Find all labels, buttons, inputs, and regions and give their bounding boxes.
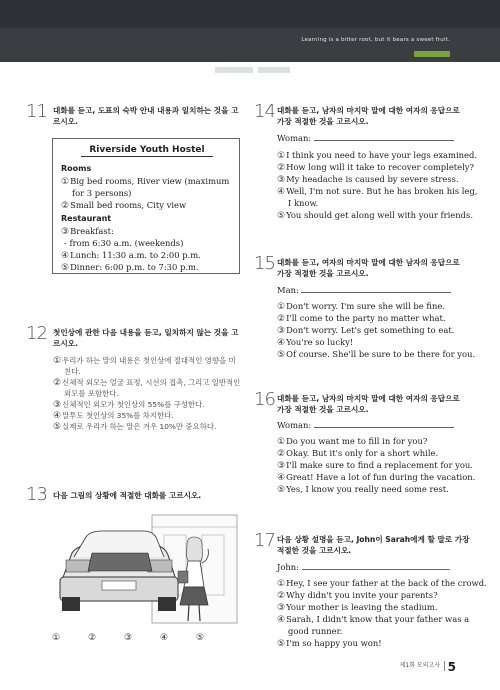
option-marker: ③ bbox=[61, 227, 70, 237]
question-prompt: 다음 그림의 상황에 적절한 대화를 고르시오. bbox=[53, 491, 202, 500]
option-marker: ③ bbox=[53, 400, 62, 410]
option-marker: ② bbox=[277, 449, 286, 459]
faint-mark bbox=[258, 67, 290, 73]
option-marker: ② bbox=[277, 314, 286, 324]
speaker-line: John: bbox=[277, 561, 450, 573]
option-marker: ① bbox=[277, 437, 286, 447]
option-marker: ④ bbox=[277, 338, 286, 348]
option-list: ①Don't worry. I'm sure she will be fine. ②I'll come to the party no matter what. ③Don't worry. Let's get something to eat. ④You're so lucky! ⑤Of course. She'll be sure to be there for you. bbox=[277, 301, 476, 360]
question-number: 16 bbox=[254, 389, 275, 410]
header-tagline: Learning is a bitter root, but it bears a sweet fruit. bbox=[301, 37, 450, 43]
option-marker: ⑤ bbox=[277, 211, 286, 221]
footer-divider bbox=[444, 661, 445, 671]
page-number: 5 bbox=[447, 660, 456, 674]
speaker-line: Woman: bbox=[277, 419, 454, 431]
title-underline bbox=[81, 156, 213, 157]
speaker-line: Man: bbox=[277, 284, 451, 296]
option-marker: ④ bbox=[277, 187, 286, 197]
option-marker: ② bbox=[53, 378, 62, 388]
question-number: 14 bbox=[254, 101, 275, 122]
option-marker: ④ bbox=[61, 251, 70, 261]
option-marker: ① bbox=[52, 633, 61, 643]
option-marker: ④ bbox=[277, 473, 286, 483]
car-woman-illustration bbox=[52, 505, 242, 625]
question-number: 13 bbox=[26, 484, 47, 505]
option-marker: ③ bbox=[277, 603, 286, 613]
option-marker: ④ bbox=[160, 633, 169, 643]
question-number: 11 bbox=[26, 101, 47, 122]
question-prompt: 첫인상에 관한 다음 내용을 듣고, 일치하지 않는 것을 고 르시오. bbox=[53, 328, 239, 348]
question-number: 15 bbox=[254, 253, 275, 274]
option-marker: ④ bbox=[53, 411, 62, 421]
option-marker: ② bbox=[61, 201, 70, 211]
option-marker: ⑤ bbox=[53, 422, 62, 432]
question-prompt: 대화를 듣고, 남자의 마지막 말에 대한 여자의 응답으로 가장 적절한 것을 고르시오. bbox=[277, 394, 460, 414]
option-marker: ② bbox=[88, 633, 97, 643]
hostel-info-box bbox=[52, 138, 240, 274]
option-marker: ③ bbox=[277, 175, 286, 185]
option-list: ①Hey, I see your father at the back of the crowd. ②Why didn't you invite your parents? ③Your mother is leaving the stadium. ④Sarah, I didn't know that your father was a good runner. ⑤I'm so happy you won! bbox=[277, 578, 487, 649]
faint-mark bbox=[215, 67, 253, 73]
option-marker: ③ bbox=[277, 326, 286, 336]
option-marker: ① bbox=[277, 579, 286, 589]
option-marker: ⑤ bbox=[277, 485, 286, 495]
question-prompt: 다음 상황 설명을 듣고, John이 Sarah에게 할 말로 가장 적절한 것을 고르시오. bbox=[277, 535, 470, 555]
option-list: ①우리가 하는 말의 내용은 첫인상에 절대적인 영향을 미 친다. ②신체적 외모는 얼굴 표정, 시선의 접촉, 그리고 일반적인 외모를 포함한다. ③신체적인 외모가 첫인상의 55%를 구성한다. ④말투도 첫인상의 35%를 차지한다. ⑤실제로 우리가 하는 말은 겨우 10%만 중요하다. bbox=[53, 356, 241, 432]
option-marker: ③ bbox=[277, 461, 286, 471]
question-prompt: 대화를 듣고, 남자의 마지막 말에 대한 여자의 응답으로 가장 적절한 것을 고르시오. bbox=[277, 106, 460, 126]
option-marker: ⑤ bbox=[277, 639, 286, 649]
hostel-details: Rooms ①Big bed rooms, River view (maximum for 3 persons) ②Small bed rooms, City view Restaurant ③Breakfast: - from 6:30 a.m. (weekends) ④Lunch: 11:30 a.m. to 2:00 p.m. ⑤Dinner: 6:00 p.m. to 7:30 p.m. bbox=[61, 164, 230, 273]
question-prompt: 대화를 듣고, 도표의 숙박 안내 내용과 일치하는 것을 고 르시오. bbox=[53, 106, 239, 126]
option-list: ①Do you want me to fill in for you? ②Okay. But it's only for a short while. ③I'll make sure to find a replacement for you. ④Great! Have a lot of fun during the vacation. ⑤Yes, I know you really need some rest. bbox=[277, 436, 476, 495]
option-marker: ⑤ bbox=[196, 633, 205, 643]
option-marker: ③ bbox=[124, 633, 133, 643]
header-badge bbox=[414, 51, 450, 57]
question-number: 17 bbox=[254, 530, 275, 551]
option-marker: ① bbox=[53, 356, 62, 366]
option-marker: ② bbox=[277, 163, 286, 173]
option-marker: ① bbox=[277, 302, 286, 312]
question-number: 12 bbox=[26, 323, 47, 344]
option-list: ①I think you need to have your legs examined. ②How long will it take to recover completely? ③My headache is caused by severe stress. ④Well, I'm not sure. But he has broken his leg, I know. ⑤You should get along well with your friends. bbox=[277, 150, 478, 221]
speaker-line: Woman: bbox=[277, 132, 454, 144]
footer-label: 제1회 모의고사 bbox=[399, 662, 440, 669]
option-marker: ① bbox=[61, 177, 70, 187]
option-marker: ① bbox=[277, 151, 286, 161]
option-marker: ⑤ bbox=[277, 350, 286, 360]
option-marker: ⑤ bbox=[61, 263, 70, 273]
question-prompt: 대화를 듣고, 여자의 마지막 말에 대한 남자의 응답으로 가장 적절한 것을 고르시오. bbox=[277, 258, 460, 278]
option-marker: ④ bbox=[277, 615, 286, 625]
box-title: Riverside Youth Hostel bbox=[89, 145, 205, 155]
option-marker: ② bbox=[277, 591, 286, 601]
